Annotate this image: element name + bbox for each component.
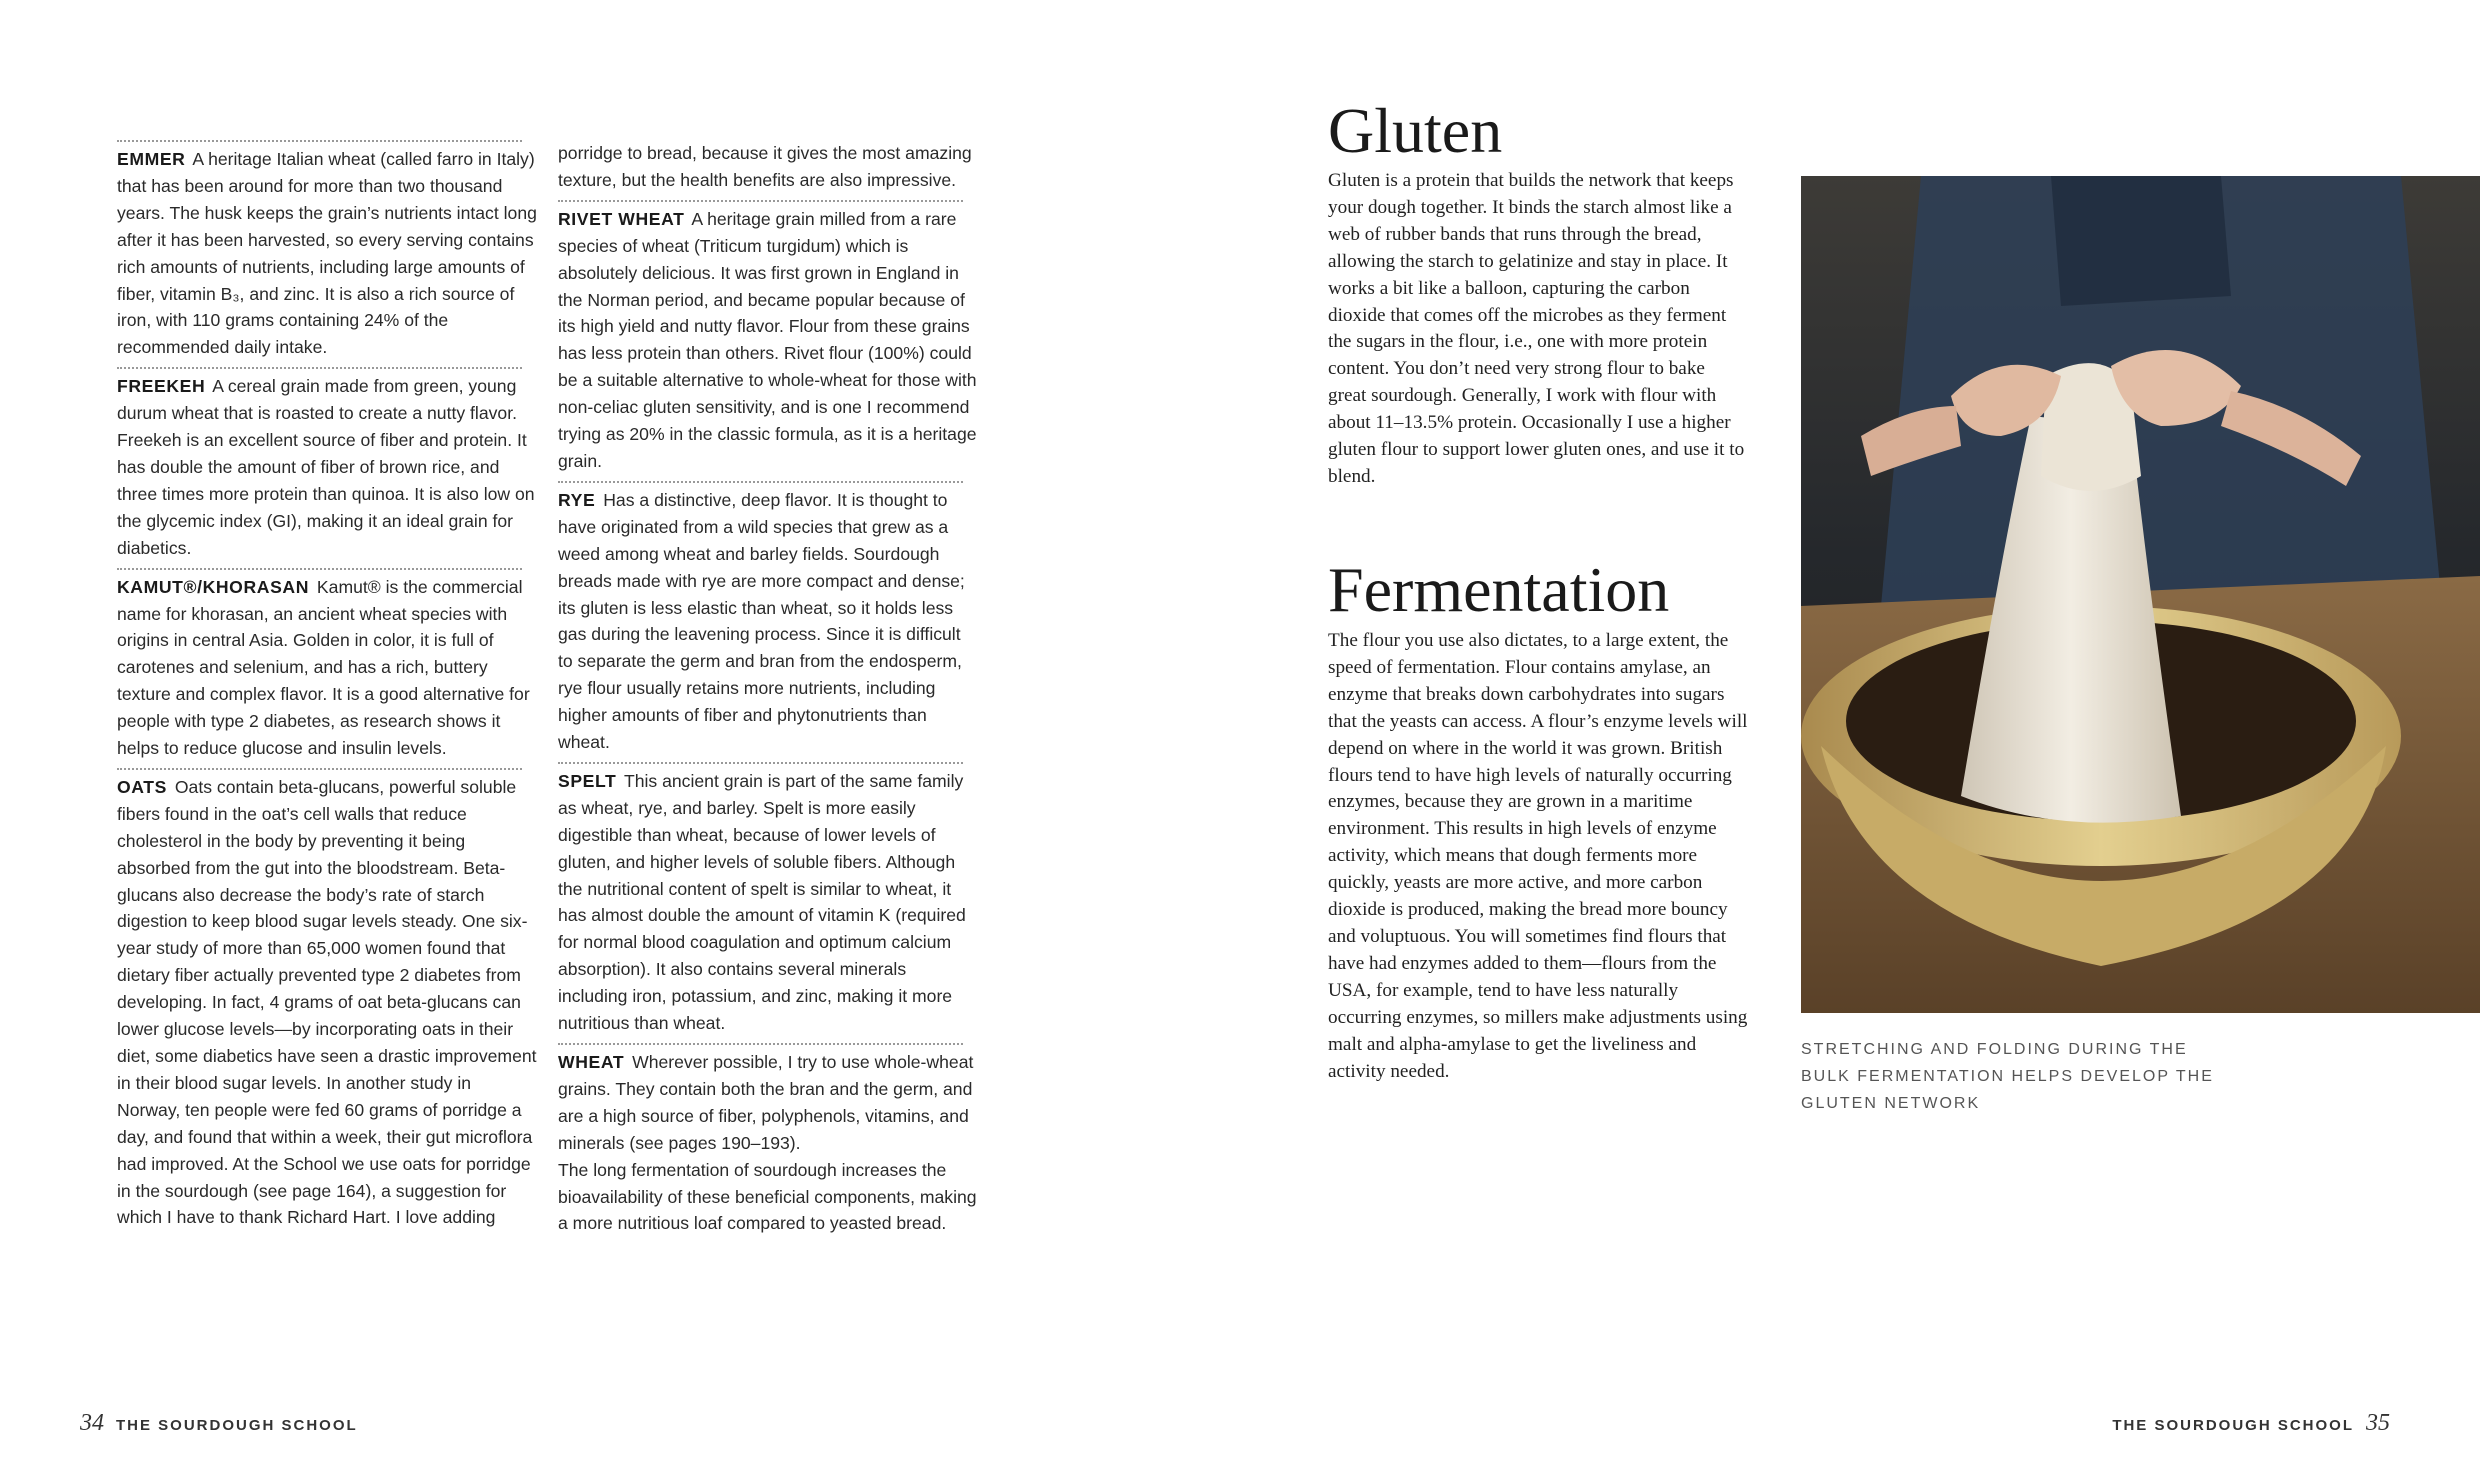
dotted-divider <box>558 762 963 764</box>
entry-term: KAMUT®/KHORASAN <box>117 576 310 597</box>
entry-term: WHEAT <box>558 1052 625 1072</box>
entry-term: SPELT <box>558 770 617 791</box>
entry-term: FREEKEH <box>117 376 206 397</box>
glossary-column-2 <box>558 140 978 1243</box>
dotted-divider <box>117 568 522 570</box>
dotted-divider <box>558 200 963 202</box>
gluten-body: Gluten is a protein that builds the network that keeps your dough together. It binds the starch almost like a web of rubber bands that runs through the bread, allowing the starch to gelatinize and stay in place. It works a bit like a balloon, capturing the carbon dioxide that comes off the microbes as they ferment the sugars in the flour, i.e., one with more protein content. You don’t need very strong flour to bake great sourdough. Generally, I work with flour with about 11–13.5% protein. Occasionally I use a higher gluten flour to support lower gluten ones, and use it to blend. <box>1328 170 1745 487</box>
glossary-entry-freekeh <box>117 373 537 561</box>
glossary-entry-emmer <box>117 146 537 361</box>
page-footer-right <box>2112 1410 2390 1437</box>
glossary-entry-rivet-wheat <box>558 206 978 475</box>
dotted-divider <box>117 140 522 142</box>
shirt-shape <box>2051 176 2231 306</box>
dough-photo <box>1801 176 2480 1013</box>
entry-term: RYE <box>558 489 596 510</box>
glossary-entry-rye <box>558 487 978 756</box>
page-number: 35 <box>2366 1410 2390 1436</box>
entry-text: A heritage Italian wheat (called farro in Italy) that has been around for more than two thousand years. The husk keeps the grain’s nutrients intact long after it has been harvested, so every serving contains rich amounts of nutrients, including large amounts of fiber, vitamin B₃, and zinc. It is also a rich source of iron, with 110 grams containing 24% of the recommended daily intake. <box>117 149 537 358</box>
photo-caption: STRETCHING AND FOLDING DURING THE BULK FERMENTATION HELPS DEVELOP THE GLUTEN NETWORK <box>1801 1041 2214 1112</box>
fermentation-body: The flour you use also dictates, to a large extent, the speed of fermentation. Flour contains amylase, an enzyme that breaks down carbohydrates into sugars that the yeasts can access. A flour’s enzyme levels will depend on where in the world it was grown. British flours tend to have high levels of naturally occurring enzymes, because they are grown in a maritime environment. This results in high levels of enzyme activity, which means that dough ferments more quickly, yeasts are more active, and more carbon dioxide is produced, making the bread more bouncy and voluptuous. You will sometimes find flours that have had enzymes added to them—flours from the USA, for example, tend to have less naturally occurring enzymes, so millers make adjustments using malt and alpha-amylase to get the liveliness and activity needed. <box>1328 630 1748 1082</box>
glossary-entry-spelt <box>558 768 978 1037</box>
dotted-divider <box>117 367 522 369</box>
entry-term: OATS <box>117 776 167 797</box>
wheat-second-paragraph: The long fermentation of sourdough increases the bioavailability of these beneficial components, making a more nutritious loaf compared to yeasted bread. <box>558 1159 977 1234</box>
entry-text: Oats contain beta-glucans, powerful soluble fibers found in the oat’s cell walls that reduce cholesterol in the body by preventing it being absorbed from the gut into the bloodstream. Beta-glucans also decrease the body’s rate of starch digestion to keep blood sugar levels steady. One six-year study of more than 65,000 women found that dietary fiber actually prevented type 2 diabetes from developing. In fact, 4 grams of oat beta-glucans can lower glucose levels—by incorporating oats in their diet, some diabetics have seen a drastic improvement in their blood sugar levels. In another study in Norway, ten people were fed 60 grams of porridge a day, and found that within a week, their gut microflora had improved. At the School we use oats for porridge in the sourdough (see page 164), a suggestion for which I have to thank Richard Hart. I love adding <box>117 776 537 1228</box>
dotted-divider <box>558 481 963 483</box>
running-title: THE SOURDOUGH SCHOOL <box>116 1417 358 1434</box>
entry-text: A heritage grain milled from a rare species of wheat (Triticum turgidum) which is absolutely delicious. It was first grown in England in the Norman period, and became popular because of its high yield and nutty flavor. Flour from these grains has less protein than others. Rivet flour (100%) could be a suitable alternative to whole-wheat for those with non-celiac gluten sensitivity, and is one I recommend trying as 20% in the classic formula, as it is a heritage grain. <box>558 208 977 471</box>
entry-text: Has a distinctive, deep flavor. It is thought to have originated from a wild species that grew as a weed among wheat and barley fields. Sourdough breads made with rye are more compact and dense; its gluten is less elastic than wheat, so it holds less gas during the leavening process. Since it is difficult to separate the germ and bran from the endosperm, rye flour usually retains more nutrients, including higher amounts of fiber and phytonutrients than wheat. <box>558 489 965 753</box>
running-title: THE SOURDOUGH SCHOOL <box>2112 1417 2354 1434</box>
glossary-entry-kamut <box>117 574 537 762</box>
entry-text: Kamut® is the commercial name for khorasan, an ancient wheat species with origins in central Asia. Golden in color, it is full of carotenes and selenium, and has a rich, buttery texture and complex flavor. It is a good alternative for people with type 2 diabetes, as research shows it helps to reduce glucose and insulin levels. <box>117 576 530 759</box>
entry-term: EMMER <box>117 149 186 169</box>
page-number: 34 <box>80 1410 104 1436</box>
entry-text: A cereal grain made from green, young durum wheat that is roasted to create a nutty flavor. Freekeh is an excellent source of fiber and protein. It has double the amount of fiber of brown rice, and three times more protein than quinoa. It is also low on the glycemic index (GI), making it an ideal grain for diabetics. <box>117 376 535 558</box>
dotted-divider <box>117 768 522 770</box>
section-heading-gluten: Gluten <box>1328 95 1503 166</box>
glossary-entry-wheat <box>558 1049 978 1157</box>
glossary-column-1 <box>117 140 537 1237</box>
right-page <box>1240 0 2480 1476</box>
entry-text: This ancient grain is part of the same family as wheat, rye, and barley. Spelt is more easily digestible than wheat, because of lower levels of gluten, and higher levels of soluble fibers. Although the nutritional content of spelt is similar to wheat, it has almost double the amount of vitamin K (required for normal blood coagulation and optimum calcium absorption). It also contains several minerals including iron, potassium, and zinc, making it more nutritious than wheat. <box>558 770 966 1034</box>
dough-illustration <box>1801 176 2480 1013</box>
glossary-entry-oats <box>117 774 537 1231</box>
oats-continuation: porridge to bread, because it gives the most amazing texture, but the health benefits are also impressive. <box>558 143 972 190</box>
entry-text: Wherever possible, I try to use whole-wheat grains. They contain both the bran and the germ, and are a high source of fiber, polyphenols, vitamins, and minerals (see pages 190–193). <box>558 1052 974 1153</box>
entry-term: RIVET WHEAT <box>558 208 685 229</box>
section-heading-fermentation: Fermentation <box>1328 554 1670 625</box>
dotted-divider <box>558 1043 963 1045</box>
page-footer-left <box>80 1410 358 1437</box>
